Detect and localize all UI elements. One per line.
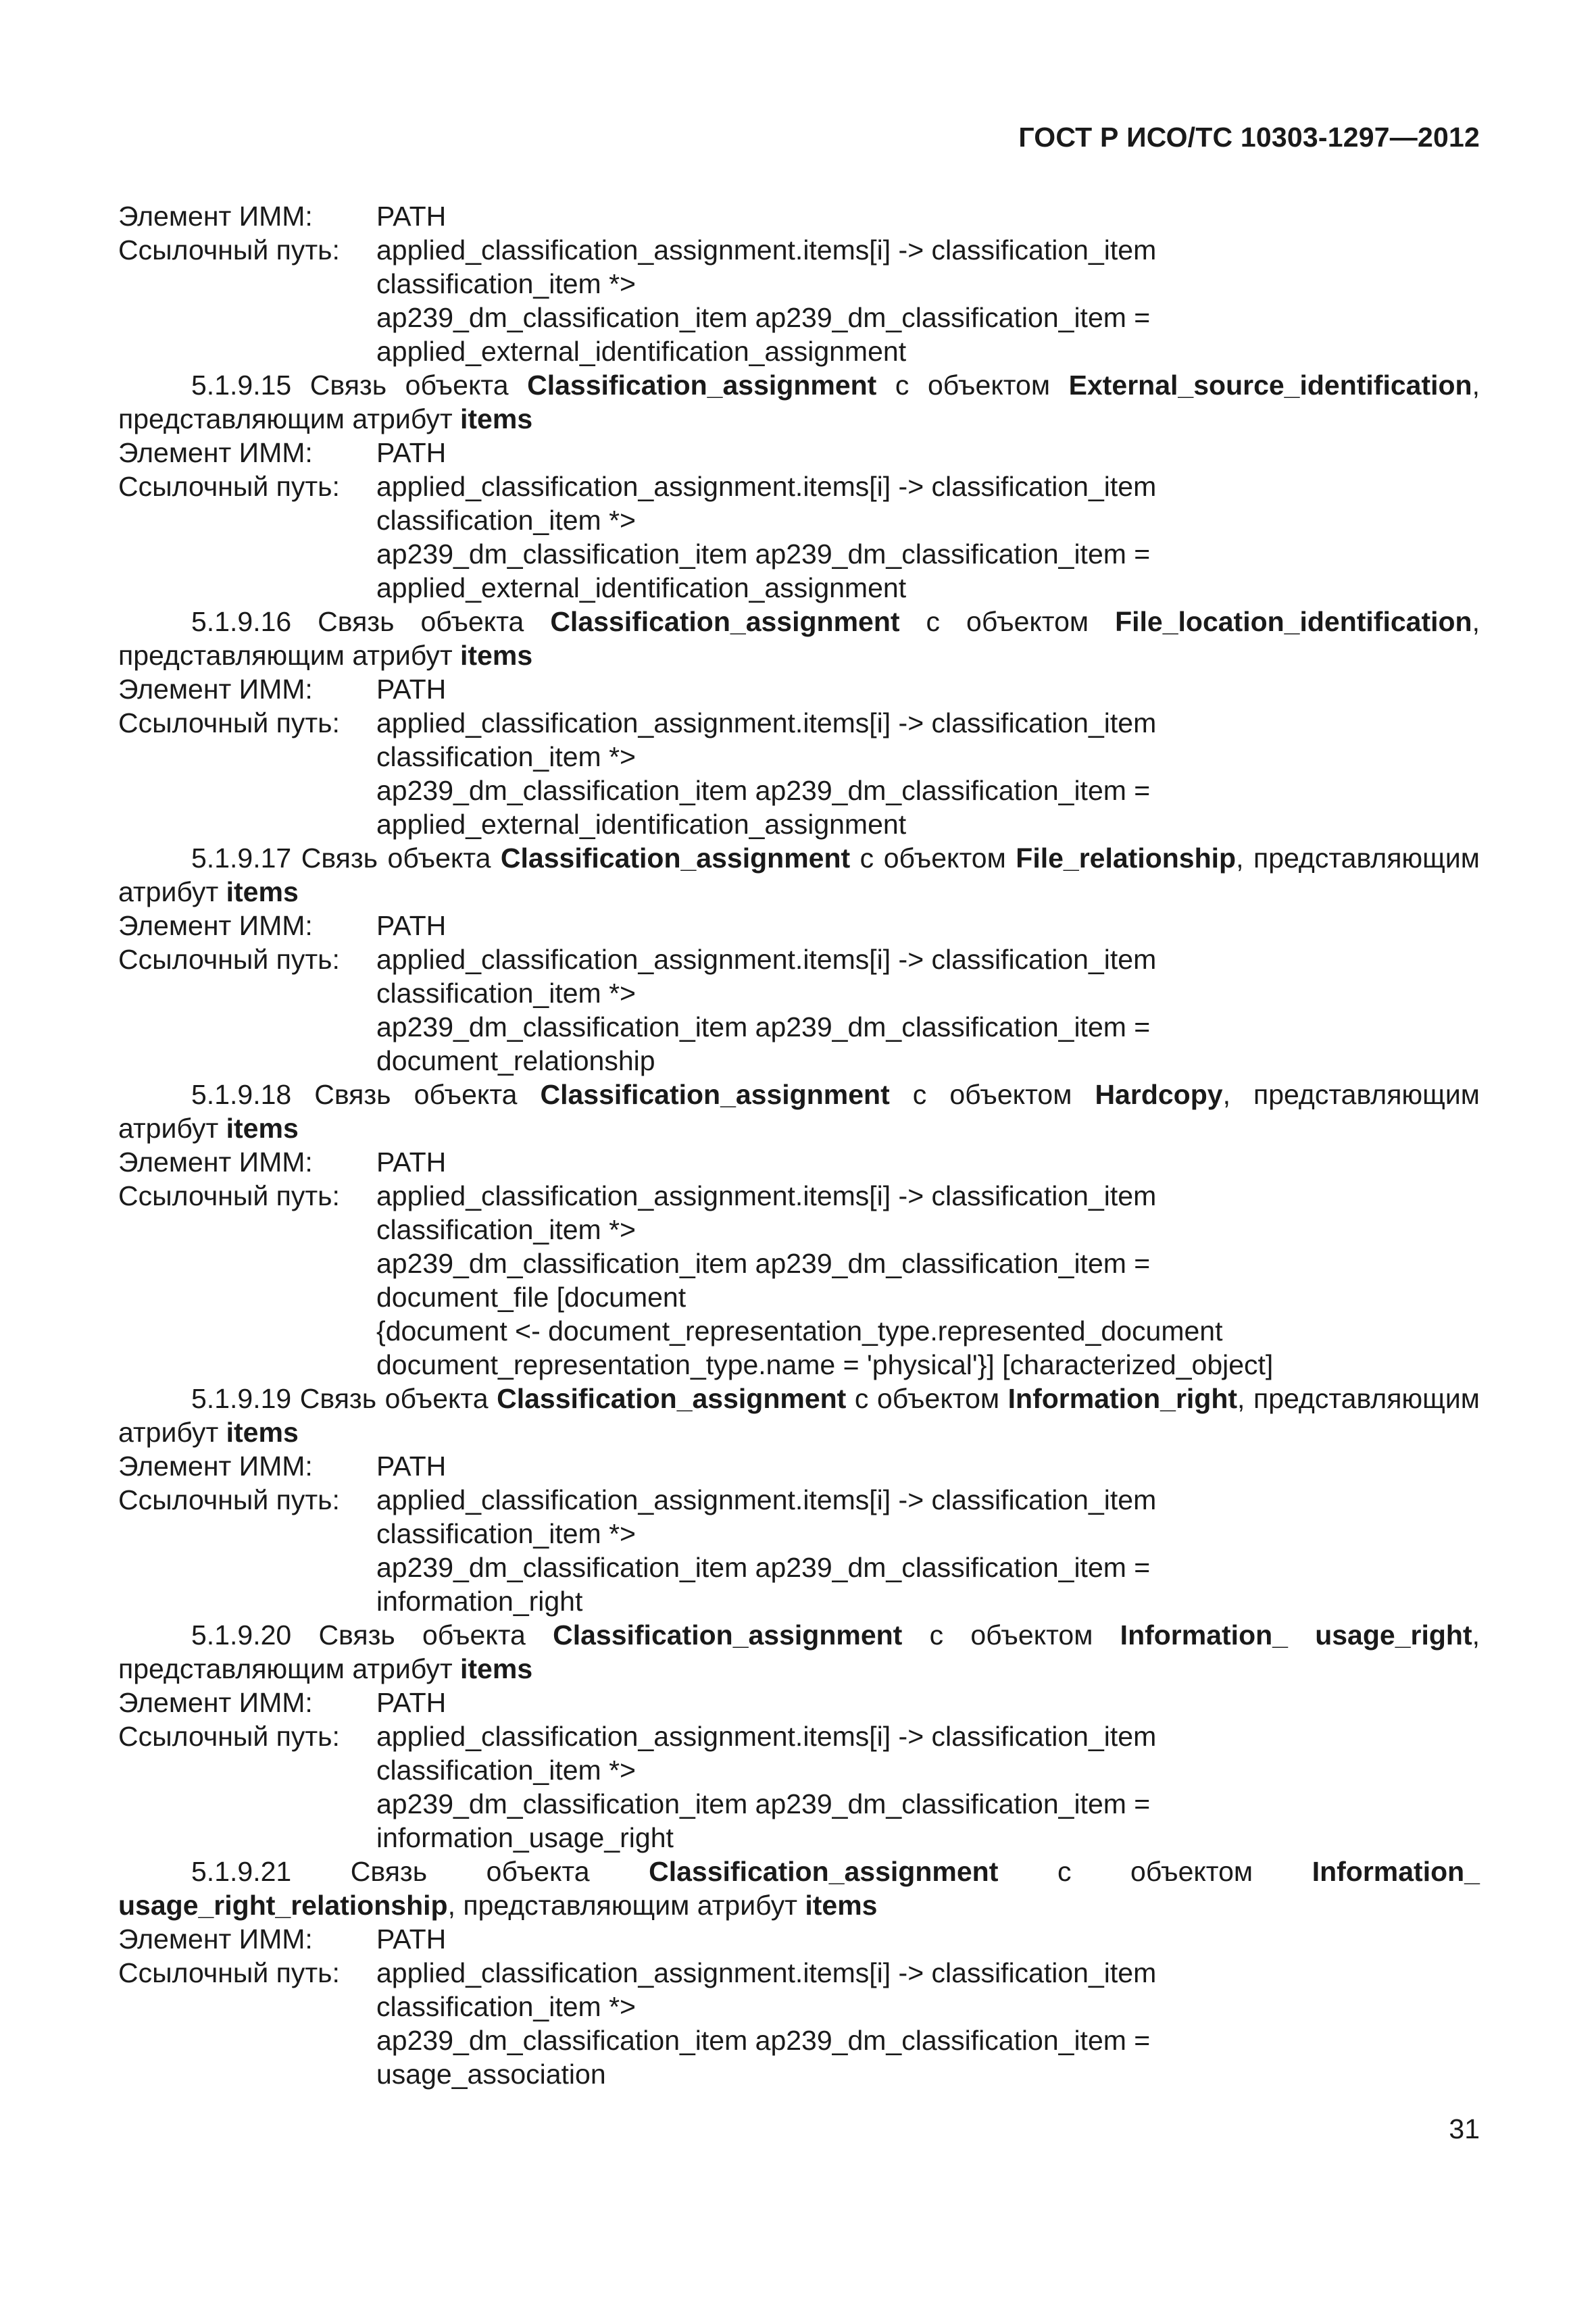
entity-name: Information_ usage_right_relationship [118, 1856, 1480, 1921]
element-row [118, 1922, 1480, 1956]
path-line: ap239_dm_classification_item ap239_dm_classification_item = [376, 302, 1151, 333]
path-line: classification_item *> [376, 1214, 636, 1245]
path-row [118, 1483, 1480, 1517]
element-value: PATH [376, 201, 447, 232]
path-line: classification_item *> [376, 505, 636, 536]
element-row [118, 1449, 1480, 1483]
path-line: applied_external_identification_assignment [376, 572, 907, 603]
section-number: 5.1.9.17 [191, 842, 292, 874]
element-label: Элемент ИММ: [118, 1147, 313, 1178]
element-label: Элемент ИММ: [118, 1451, 313, 1482]
attribute-name: items [226, 876, 299, 907]
entity-name: Hardcopy [1095, 1079, 1223, 1110]
attribute-name: items [805, 1890, 878, 1921]
section-number: 5.1.9.16 [191, 606, 292, 637]
path-row [118, 1956, 1480, 1990]
path-line: document_relationship [376, 1045, 655, 1076]
element-row [118, 672, 1480, 706]
path-label: Ссылочный путь: [118, 707, 340, 738]
element-row [118, 199, 1480, 233]
entity-name: Classification_assignment [500, 842, 851, 874]
page-number: 31 [1449, 2113, 1480, 2144]
entity-name: File_relationship [1016, 842, 1237, 874]
section-number: 5.1.9.21 [191, 1856, 292, 1887]
path-row [118, 1179, 1480, 1213]
path-line: ap239_dm_classification_item ap239_dm_classification_item = [376, 2025, 1151, 2056]
section-number: 5.1.9.20 [191, 1619, 292, 1651]
path-line: classification_item *> [376, 268, 636, 299]
intro-mapping [118, 199, 1480, 368]
element-label: Элемент ИММ: [118, 910, 313, 941]
path-line: ap239_dm_classification_item ap239_dm_classification_item = [376, 1788, 1151, 1819]
attribute-name: items [226, 1417, 299, 1448]
path-row [118, 706, 1480, 740]
section-heading: 5.1.9.18 Связь объекта Classification_assignment с объектом Hardcopy, представляющим атрибут items [118, 1079, 1480, 1144]
path-line: classification_item *> [376, 1991, 636, 2022]
path-line: ap239_dm_classification_item ap239_dm_classification_item = [376, 775, 1151, 806]
section-heading: 5.1.9.21 Связь объекта Classification_assignment с объектом Information_ usage_right_relationship, представляющим атрибут items [118, 1856, 1480, 1921]
path-line: applied_classification_assignment.items[i] -> classification_item [376, 1957, 1157, 1988]
path-line: information_usage_right [376, 1822, 674, 1853]
entity-name: Classification_assignment [550, 606, 900, 637]
element-label: Элемент ИММ: [118, 1687, 313, 1718]
path-row [118, 233, 1480, 267]
section-number: 5.1.9.19 [191, 1383, 292, 1414]
path-line: applied_classification_assignment.items[i] -> classification_item [376, 471, 1157, 502]
element-value: PATH [376, 1451, 447, 1482]
path-label: Ссылочный путь: [118, 944, 340, 975]
section-heading: 5.1.9.20 Связь объекта Classification_assignment с объектом Information_ usage_right, представляющим атрибут items [118, 1619, 1480, 1684]
element-value: PATH [376, 1923, 447, 1955]
path-line: information_right [376, 1586, 583, 1617]
path-line: applied_classification_assignment.items[i] -> classification_item [376, 1180, 1157, 1211]
path-line: applied_classification_assignment.items[i] -> classification_item [376, 1484, 1157, 1515]
path-line: ap239_dm_classification_item ap239_dm_classification_item = [376, 538, 1151, 570]
path-line: classification_item *> [376, 741, 636, 772]
element-label: Элемент ИММ: [118, 437, 313, 468]
element-row [118, 1145, 1480, 1179]
path-line: {document <- document_representation_type.represented_document [376, 1315, 1223, 1347]
path-row [118, 470, 1480, 503]
element-label: Элемент ИММ: [118, 201, 313, 232]
path-label: Ссылочный путь: [118, 1180, 340, 1211]
element-row [118, 1686, 1480, 1719]
path-line: applied_classification_assignment.items[i] -> classification_item [376, 944, 1157, 975]
path-line: applied_classification_assignment.items[i] -> classification_item [376, 234, 1157, 266]
element-value: PATH [376, 910, 447, 941]
entity-name: External_source_identification [1068, 370, 1472, 401]
document-header: ГОСТ Р ИСО/ТС 10303-1297—2012 [1018, 122, 1480, 153]
path-line: applied_external_identification_assignment [376, 336, 907, 367]
path-row [118, 942, 1480, 976]
path-line: classification_item *> [376, 978, 636, 1009]
entity-name: Information_right [1007, 1383, 1238, 1414]
entity-name: File_location_identification [1115, 606, 1472, 637]
section-number: 5.1.9.18 [191, 1079, 292, 1110]
element-value: PATH [376, 437, 447, 468]
element-label: Элемент ИММ: [118, 674, 313, 705]
attribute-name: items [460, 1653, 533, 1684]
path-line: applied_classification_assignment.items[i] -> classification_item [376, 707, 1157, 738]
section-heading: 5.1.9.19 Связь объекта Classification_assignment с объектом Information_right, представляющим атрибут items [118, 1383, 1480, 1448]
attribute-name: items [460, 640, 533, 671]
entity-name: Classification_assignment [497, 1383, 847, 1414]
element-row [118, 436, 1480, 470]
entity-name: Classification_assignment [553, 1619, 903, 1651]
path-label: Ссылочный путь: [118, 1957, 340, 1988]
entity-name: Classification_assignment [649, 1856, 999, 1887]
element-value: PATH [376, 1687, 447, 1718]
section-heading: 5.1.9.17 Связь объекта Classification_assignment с объектом File_relationship, представляющим атрибут items [118, 842, 1480, 907]
document-body [118, 199, 1480, 2091]
path-line: ap239_dm_classification_item ap239_dm_classification_item = [376, 1011, 1151, 1042]
path-line: applied_external_identification_assignment [376, 809, 907, 840]
section-heading: 5.1.9.16 Связь объекта Classification_assignment с объектом File_location_identification, представляющим атрибут items [118, 606, 1480, 671]
element-value: PATH [376, 1147, 447, 1178]
entity-name: Classification_assignment [527, 370, 877, 401]
section-number: 5.1.9.15 [191, 370, 292, 401]
path-label: Ссылочный путь: [118, 471, 340, 502]
path-label: Ссылочный путь: [118, 234, 340, 266]
path-line: ap239_dm_classification_item ap239_dm_classification_item = [376, 1248, 1151, 1279]
path-line: applied_classification_assignment.items[i] -> classification_item [376, 1721, 1157, 1752]
path-label: Ссылочный путь: [118, 1484, 340, 1515]
path-line: document_file [document [376, 1282, 687, 1313]
element-value: PATH [376, 674, 447, 705]
attribute-name: items [460, 403, 533, 434]
element-row [118, 909, 1480, 942]
path-line: usage_association [376, 2059, 606, 2090]
path-line: classification_item *> [376, 1518, 636, 1549]
section-heading: 5.1.9.15 Связь объекта Classification_assignment с объектом External_source_identification, представляющим атрибут items [118, 370, 1480, 434]
path-row [118, 1719, 1480, 1753]
path-line: classification_item *> [376, 1755, 636, 1786]
path-line: document_representation_type.name = 'physical'}] [characterized_object] [376, 1349, 1274, 1380]
path-label: Ссылочный путь: [118, 1721, 340, 1752]
attribute-name: items [226, 1113, 299, 1144]
entity-name: Classification_assignment [540, 1079, 890, 1110]
entity-name: Information_ usage_right [1120, 1619, 1472, 1651]
element-label: Элемент ИММ: [118, 1923, 313, 1955]
path-line: ap239_dm_classification_item ap239_dm_classification_item = [376, 1552, 1151, 1583]
